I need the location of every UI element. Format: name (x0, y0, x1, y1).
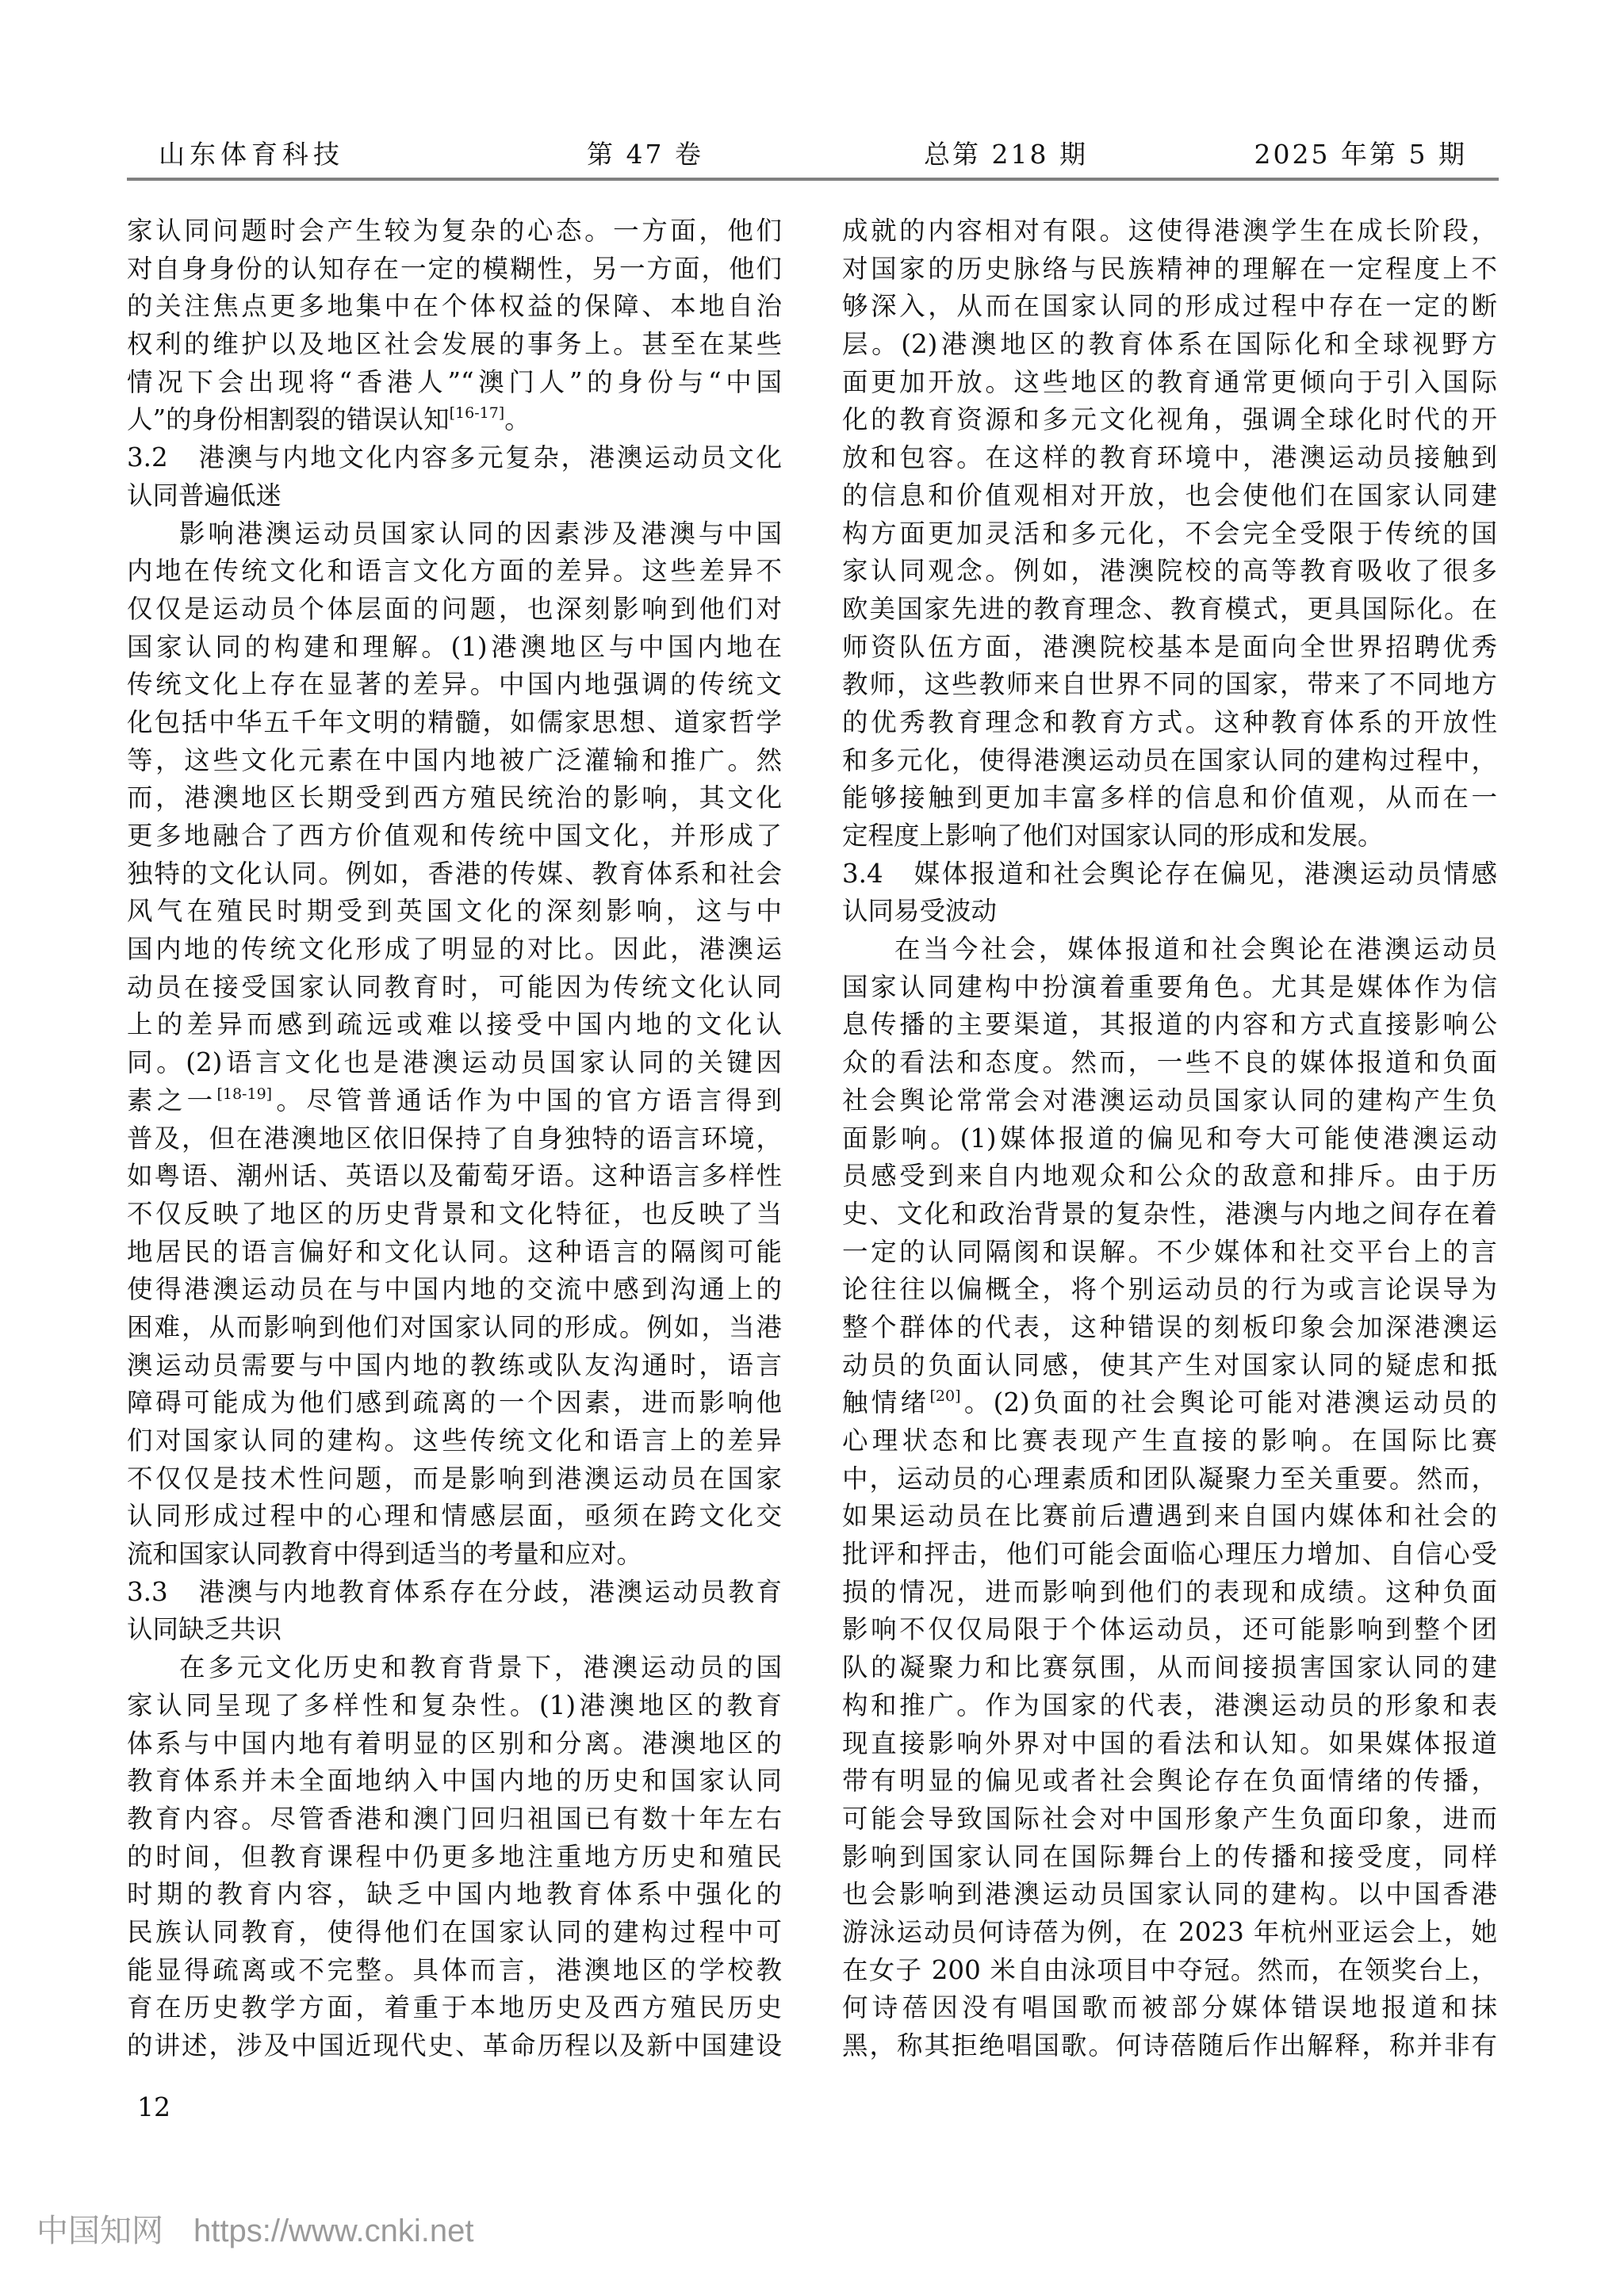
line-text: 心理状态和比赛表现产生直接的影响。在国际比赛 (842, 1425, 1497, 1456)
text-line (127, 1460, 782, 1498)
text-line (127, 1082, 782, 1120)
left-text-column (127, 212, 782, 2065)
journal-name: 山东体育科技 (159, 139, 344, 170)
line-text: 不仅反映了地区的历史背景和文化特征，也反映了当 (127, 1198, 782, 1229)
line-text: 如粤语、潮州话、英语以及葡萄牙语。这种语言多样性 (127, 1161, 782, 1192)
line-text: 成就的内容相对有限。这使得港澳学生在成长阶段， (842, 216, 1497, 246)
section-number: 3.4 (842, 858, 883, 889)
line-text: 的时间，但教育课程中仍更多地注重地方历史和殖民 (127, 1841, 782, 1872)
section-heading-line (842, 855, 1497, 894)
text-line (127, 2027, 782, 2065)
text-line (842, 2027, 1497, 2065)
line-text: 教育内容。尽管香港和澳门回归祖国已有数十年左右 (127, 1803, 782, 1834)
text-line (127, 779, 782, 817)
line-text: 在多元文化历史和教育背景下，港澳运动员的国 (179, 1652, 782, 1683)
text-line (127, 1725, 782, 1763)
line-text: 同。(2)语言文化也是港澳运动员国家认同的关键因 (127, 1047, 782, 1078)
text-line (127, 1839, 782, 1877)
text-line (127, 742, 782, 780)
text-line (842, 401, 1497, 439)
line-text: 家认同问题时会产生较为复杂的心态。一方面，他们 (127, 216, 782, 246)
line-text: 认同形成过程中的心理和情感层面，亟须在跨文化交 (127, 1501, 782, 1532)
line-text: 地居民的语言偏好和文化认同。这种语言的隔阂可能 (127, 1236, 782, 1267)
text-line (842, 1536, 1497, 1574)
text-line (842, 439, 1497, 477)
text-line (842, 1611, 1497, 1649)
header-rule (127, 178, 1499, 181)
line-text: 认同普遍低迷 (127, 480, 282, 511)
line-text: 情况下会出现将“香港人”“澳门人”的身份与“中国 (127, 366, 782, 397)
text-line (842, 1839, 1497, 1877)
text-line (127, 477, 782, 515)
text-line (842, 1234, 1497, 1272)
section-heading-line (127, 439, 782, 477)
line-text: 够深入，从而在国家认同的形成过程中存在一定的断 (842, 291, 1497, 322)
text-line (127, 1347, 782, 1385)
text-line (127, 326, 782, 364)
citation-reference[interactable]: [20] (929, 1387, 961, 1406)
text-line (842, 1876, 1497, 1914)
text-line (127, 1158, 782, 1196)
text-line (842, 1989, 1497, 2027)
line-text: 化的教育资源和多元文化视角，强调全球化时代的开 (842, 404, 1497, 435)
text-line (127, 1762, 782, 1800)
line-text: 港澳与内地文化内容多元复杂，港澳运动员文化 (197, 442, 782, 473)
text-line (842, 1082, 1497, 1120)
text-line (842, 326, 1497, 364)
text-line (842, 288, 1497, 326)
citation-reference[interactable]: [16-17] (449, 404, 505, 423)
line-text: 息传播的主要渠道，其报道的内容和方式直接影响公 (842, 1009, 1497, 1040)
text-line (842, 477, 1497, 515)
text-line (127, 591, 782, 629)
line-text: 育在历史教学方面，着重于本地历史及西方殖民历史 (127, 1992, 782, 2023)
line-text: 批评和抨击，他们可能会面临心理压力增加、自信心受 (842, 1539, 1497, 1570)
text-line (127, 1422, 782, 1460)
cnki-watermark[interactable] (36, 2207, 473, 2255)
line-text: 家认同呈现了多样性和复杂性。(1)港澳地区的教育 (127, 1689, 782, 1720)
line-text: 中，运动员的心理素质和团队凝聚力至关重要。然而， (842, 1463, 1497, 1494)
line-text: 化包括中华五千年文明的精髓，如儒家思想、道家哲学 (127, 706, 782, 737)
line-text: 上的差异而感到疏远或难以接受中国内地的文化认 (127, 1009, 782, 1040)
line-text: 定程度上影响了他们对国家认同的形成和发展。 (842, 821, 1384, 851)
line-text: 澳运动员需要与中国内地的教练或队友沟通时，语言 (127, 1349, 782, 1380)
total-issue-number: 总第 218 期 (924, 139, 1088, 170)
text-line (127, 817, 782, 855)
citation-reference[interactable]: [18-19] (216, 1085, 273, 1103)
line-text: 层。(2)港澳地区的教育体系在国际化和全球视野方 (842, 329, 1497, 360)
line-text: 游泳运动员何诗蓓为例，在 2023 年杭州亚运会上，她 (842, 1916, 1497, 1947)
line-text: 对国家的历史脉络与民族精神的理解在一定程度上不 (842, 253, 1497, 284)
line-text-continued: 。(2)负面的社会舆论可能对港澳运动员的 (960, 1387, 1497, 1418)
line-text: 传统文化上存在显著的差异。中国内地强调的传统文 (127, 669, 782, 700)
line-text: 素之一 (127, 1085, 217, 1115)
text-line (127, 1309, 782, 1347)
text-line (127, 855, 782, 894)
text-line (842, 553, 1497, 591)
text-line (842, 1271, 1497, 1309)
line-text: 影响不仅仅局限于个体运动员，还可能影响到整个团 (842, 1614, 1497, 1645)
line-text-continued: 。 (504, 404, 530, 435)
text-line (842, 591, 1497, 629)
line-text: 们对国家认同的建构。这些传统文化和语言上的差异 (127, 1425, 782, 1456)
text-line (127, 553, 782, 591)
line-text: 普及，但在港澳地区依旧保持了自身独特的语言环境， (127, 1123, 782, 1154)
line-text: 流和国家认同教育中得到适当的考量和应对。 (127, 1539, 643, 1570)
line-text: 更多地融合了西方价值观和传统中国文化，并形成了 (127, 821, 782, 851)
line-text: 民族认同教育，使得他们在国家认同的建构过程中可 (127, 1916, 782, 1947)
text-line (127, 931, 782, 969)
text-line (842, 1044, 1497, 1082)
text-line (842, 1800, 1497, 1839)
text-line (127, 1498, 782, 1536)
line-text: 的优秀教育理念和教育方式。这种教育体系的开放性 (842, 706, 1497, 737)
text-line (127, 1611, 782, 1649)
line-text: 众的看法和态度。然而，一些不良的媒体报道和负面 (842, 1047, 1497, 1078)
section-number: 3.2 (127, 442, 168, 473)
line-text: 员感受到来自内地观众和公众的敌意和排斥。由于历 (842, 1161, 1497, 1192)
line-text: 能显得疏离或不完整。具体而言，港澳地区的学校教 (127, 1954, 782, 1985)
text-line (127, 1006, 782, 1044)
line-text: 可能会导致国际社会对中国形象产生负面印象，进而 (842, 1803, 1497, 1834)
text-line (842, 364, 1497, 402)
line-text: 史、文化和政治背景的复杂性，港澳与内地之间存在着 (842, 1198, 1497, 1229)
line-text: 权利的维护以及地区社会发展的事务上。甚至在某些 (127, 329, 782, 360)
text-line (842, 893, 1497, 931)
text-line (127, 1800, 782, 1839)
line-text: 的讲述，涉及中国近现代史、革命历程以及新中国建设 (127, 2030, 782, 2061)
text-line (842, 212, 1497, 251)
text-line (842, 1762, 1497, 1800)
text-line (842, 779, 1497, 817)
page-number: 12 (137, 2091, 170, 2122)
text-line (842, 1309, 1497, 1347)
watermark-url-link[interactable]: https://www.cnki.net (193, 2214, 474, 2248)
text-line (842, 704, 1497, 742)
text-line (127, 1384, 782, 1422)
volume-number: 第 47 卷 (587, 139, 703, 170)
text-line (842, 251, 1497, 289)
line-text: 带有明显的偏见或者社会舆论存在负面情绪的传播， (842, 1766, 1497, 1797)
text-line (127, 1196, 782, 1234)
line-text: 人”的身份相割裂的错误认知 (127, 404, 450, 435)
text-line (127, 1649, 782, 1687)
running-header (127, 135, 1499, 174)
line-text: 仅仅是运动员个体层面的问题，也深刻影响到他们对 (127, 593, 782, 624)
text-line (842, 1196, 1497, 1234)
text-line (127, 1952, 782, 1990)
text-line (127, 1989, 782, 2027)
text-line (127, 704, 782, 742)
line-text: 和多元化，使得港澳运动员在国家认同的建构过程中， (842, 744, 1497, 775)
text-line (842, 1649, 1497, 1687)
text-line (127, 1234, 782, 1272)
line-text: 影响港澳运动员国家认同的因素涉及港澳与中国 (179, 518, 782, 549)
line-text: 现直接影响外界对中国的看法和认知。如果媒体报道 (842, 1728, 1497, 1758)
text-line (842, 1460, 1497, 1498)
line-text: 内地在传统文化和语言文化方面的差异。这些差异不 (127, 556, 782, 587)
text-line (842, 969, 1497, 1007)
line-text: 面更加开放。这些地区的教育通常更倾向于引入国际 (842, 366, 1497, 397)
text-line (127, 212, 782, 251)
text-line (842, 1952, 1497, 1990)
text-line (127, 1536, 782, 1574)
text-line (127, 1687, 782, 1725)
line-text: 队的凝聚力和比赛氛围，从而间接损害国家认同的建 (842, 1652, 1497, 1683)
text-line (127, 629, 782, 667)
line-text: 构和推广。作为国家的代表，港澳运动员的形象和表 (842, 1689, 1497, 1720)
watermark-name: 中国知网 (36, 2214, 163, 2248)
line-text: 如果运动员在比赛前后遭遇到来自国内媒体和社会的 (842, 1501, 1497, 1532)
line-text: 时期的教育内容，缺乏中国内地教育体系中强化的 (127, 1879, 782, 1910)
line-text: 的关注焦点更多地集中在个体权益的保障、本地自治 (127, 291, 782, 322)
line-text: 国家认同的构建和理解。(1)港澳地区与中国内地在 (127, 631, 782, 662)
text-line (842, 1725, 1497, 1763)
text-line (842, 1422, 1497, 1460)
right-text-column (842, 212, 1497, 2065)
line-text: 论往往以偏概全，将个别运动员的行为或言论误导为 (842, 1274, 1497, 1305)
text-line (842, 742, 1497, 780)
text-line (842, 1347, 1497, 1385)
text-line (842, 1158, 1497, 1196)
text-line (127, 1271, 782, 1309)
text-line (127, 893, 782, 931)
line-text: 何诗蓓因没有唱国歌而被部分媒体错误地报道和抹 (842, 1992, 1497, 2023)
line-text: 社会舆论常常会对港澳运动员国家认同的建构产生负 (842, 1085, 1497, 1115)
line-text: 放和包容。在这样的教育环境中，港澳运动员接触到 (842, 442, 1497, 473)
line-text: 不仅仅是技术性问题，而是影响到港澳运动员在国家 (127, 1463, 782, 1494)
line-text: 教师，这些教师来自世界不同的国家，带来了不同地方 (842, 669, 1497, 700)
text-line (127, 1876, 782, 1914)
text-line (127, 1914, 782, 1952)
text-line (842, 817, 1497, 855)
line-text: 一定的认同隔阂和误解。不少媒体和社交平台上的言 (842, 1236, 1497, 1267)
line-text: 等，这些文化元素在中国内地被广泛灌输和推广。然 (127, 744, 782, 775)
line-text: 触情绪 (842, 1387, 930, 1418)
text-line (842, 1574, 1497, 1612)
text-line (842, 1006, 1497, 1044)
text-line (127, 515, 782, 553)
text-line (127, 401, 782, 439)
text-line (127, 364, 782, 402)
line-text: 欧美国家先进的教育理念、教育模式，更具国际化。在 (842, 593, 1497, 624)
text-line (842, 1914, 1497, 1952)
line-text: 损的情况，进而影响到他们的表现和成绩。这种负面 (842, 1576, 1497, 1607)
line-text: 体系与中国内地有着明显的区别和分离。港澳地区的 (127, 1728, 782, 1758)
line-text: 影响到国家认同在国际舞台上的传播和接受度，同样 (842, 1841, 1497, 1872)
line-text: 认同缺乏共识 (127, 1614, 282, 1645)
line-text: 而，港澳地区长期受到西方殖民统治的影响，其文化 (127, 783, 782, 813)
line-text: 整个群体的代表，这种错误的刻板印象会加深港澳运 (842, 1311, 1497, 1342)
text-line (842, 666, 1497, 704)
line-text: 黑，称其拒绝唱国歌。何诗蓓随后作出解释，称并非有 (842, 2030, 1497, 2061)
line-text: 对自身身份的认知存在一定的模糊性，另一方面，他们 (127, 253, 782, 284)
text-line (127, 288, 782, 326)
line-text: 能够接触到更加丰富多样的信息和价值观，从而在一 (842, 783, 1497, 813)
text-line (127, 1120, 782, 1158)
text-line (842, 515, 1497, 553)
line-text: 认同易受波动 (842, 896, 998, 927)
line-text: 师资队伍方面，港澳院校基本是面向全世界招聘优秀 (842, 631, 1497, 662)
text-line (127, 251, 782, 289)
text-line (842, 1120, 1497, 1158)
section-number: 3.3 (127, 1576, 168, 1607)
line-text: 也会影响到港澳运动员国家认同的建构。以中国香港 (842, 1879, 1497, 1910)
line-text: 动员的负面认同感，使其产生对国家认同的疑虑和抵 (842, 1349, 1497, 1380)
line-text: 在女子 200 米自由泳项目中夺冠。然而，在领奖台上， (842, 1954, 1497, 1985)
text-line (127, 1044, 782, 1082)
line-text: 面影响。(1)媒体报道的偏见和夸大可能使港澳运动 (842, 1123, 1497, 1154)
line-text: 构方面更加灵活和多元化，不会完全受限于传统的国 (842, 518, 1497, 549)
line-text: 困难，从而影响到他们对国家认同的形成。例如，当港 (127, 1311, 782, 1342)
text-line (842, 1687, 1497, 1725)
section-heading-line (127, 1574, 782, 1612)
line-text: 使得港澳运动员在与中国内地的交流中感到沟通上的 (127, 1274, 782, 1305)
line-text: 在当今社会，媒体报道和社会舆论在港澳运动员 (894, 934, 1497, 965)
text-line (127, 969, 782, 1007)
issue-number: 2025 年第 5 期 (1254, 139, 1467, 170)
text-line (842, 1498, 1497, 1536)
line-text: 风气在殖民时期受到英国文化的深刻影响，这与中 (127, 896, 782, 927)
line-text: 动员在接受国家认同教育时，可能因为传统文化认同 (127, 971, 782, 1002)
line-text: 媒体报道和社会舆论存在偏见，港澳运动员情感 (912, 858, 1497, 889)
line-text: 的信息和价值观相对开放，也会使他们在国家认同建 (842, 480, 1497, 511)
text-line (842, 931, 1497, 969)
text-line (842, 629, 1497, 667)
line-text: 独特的文化认同。例如，香港的传媒、教育体系和社会 (127, 858, 782, 889)
text-line (842, 1384, 1497, 1422)
text-line (127, 666, 782, 704)
line-text: 港澳与内地教育体系存在分歧，港澳运动员教育 (197, 1576, 782, 1607)
line-text: 国内地的传统文化形成了明显的对比。因此，港澳运 (127, 934, 782, 965)
line-text: 家认同观念。例如，港澳院校的高等教育吸收了很多 (842, 556, 1497, 587)
line-text-continued: 。尽管普通话作为中国的官方语言得到 (272, 1085, 782, 1115)
line-text: 教育体系并未全面地纳入中国内地的历史和国家认同 (127, 1766, 782, 1797)
line-text: 障碍可能成为他们感到疏离的一个因素，进而影响他 (127, 1387, 782, 1418)
line-text: 国家认同建构中扮演着重要角色。尤其是媒体作为信 (842, 971, 1497, 1002)
